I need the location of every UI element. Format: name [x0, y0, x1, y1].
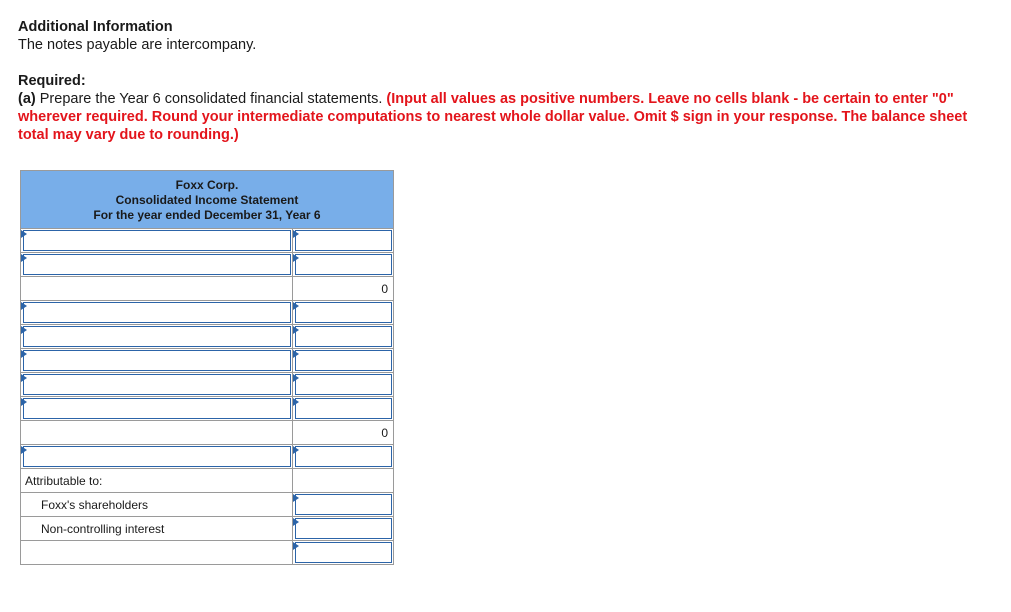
dropdown-flag-icon: [293, 542, 299, 550]
line-item-select[interactable]: [23, 446, 291, 467]
statement-period: For the year ended December 31, Year 6: [93, 208, 321, 222]
dropdown-flag-icon: [293, 494, 299, 502]
line-item-select[interactable]: [23, 230, 291, 251]
nci-label: Non-controlling interest: [41, 522, 165, 536]
table-row: [21, 277, 393, 301]
instruction-note: (Input all values as positive numbers. Leave no cells blank - be certain to enter "0" wherever required. Round your intermediate computations to nearest whole dollar value. Omit $ sign in your response. The balance sheet total may vary due to rounding.): [18, 91, 968, 143]
dropdown-flag-icon: [21, 230, 27, 238]
amount-input[interactable]: [295, 350, 392, 371]
dropdown-flag-icon: [293, 518, 299, 526]
table-row: [21, 373, 393, 397]
table-row: [21, 421, 393, 445]
table-row: [21, 397, 393, 421]
dropdown-flag-icon: [293, 446, 299, 454]
dropdown-flag-icon: [293, 254, 299, 262]
amount-input[interactable]: [295, 326, 392, 347]
table-row: [21, 445, 393, 469]
subtotal-value: 0: [381, 426, 388, 440]
line-item-select[interactable]: [23, 326, 291, 347]
amount-input[interactable]: [295, 230, 392, 251]
line-item-select[interactable]: [23, 302, 291, 323]
statement-title: Consolidated Income Statement: [115, 193, 299, 207]
required-heading: Required:: [18, 73, 86, 89]
subtotal-value: 0: [381, 282, 388, 296]
part-text: Prepare the Year 6 consolidated financial statements.: [39, 91, 383, 107]
line-item-select[interactable]: [23, 254, 291, 275]
dropdown-flag-icon: [21, 350, 27, 358]
requirement-text: [18, 90, 978, 144]
attributable-label: Attributable to:: [25, 474, 103, 488]
company-name: Foxx Corp.: [175, 178, 239, 192]
additional-info-heading: Additional Information: [18, 19, 173, 35]
amount-input[interactable]: [295, 302, 392, 323]
additional-info-note: The notes payable are intercompany.: [18, 37, 257, 53]
line-item-select[interactable]: [23, 398, 291, 419]
dropdown-flag-icon: [21, 446, 27, 454]
dropdown-flag-icon: [21, 398, 27, 406]
line-item-select[interactable]: [23, 374, 291, 395]
income-statement-table: [20, 170, 394, 565]
dropdown-flag-icon: [293, 326, 299, 334]
table-row: [21, 301, 393, 325]
amount-input[interactable]: [295, 446, 392, 467]
instructions-block: [18, 18, 978, 144]
dropdown-flag-icon: [293, 302, 299, 310]
table-row: [21, 493, 393, 517]
amount-input[interactable]: [295, 254, 392, 275]
table-row: [21, 517, 393, 541]
dropdown-flag-icon: [293, 230, 299, 238]
table-row: [21, 253, 393, 277]
line-item-select[interactable]: [23, 350, 291, 371]
table-row: [21, 229, 393, 253]
table-row: [21, 541, 393, 564]
table-row: [21, 325, 393, 349]
nci-input[interactable]: [295, 518, 392, 539]
dropdown-flag-icon: [21, 302, 27, 310]
total-input[interactable]: [295, 542, 392, 563]
amount-input[interactable]: [295, 398, 392, 419]
dropdown-flag-icon: [21, 374, 27, 382]
foxx-shareholders-label: Foxx's shareholders: [41, 498, 149, 512]
dropdown-flag-icon: [21, 254, 27, 262]
dropdown-flag-icon: [293, 398, 299, 406]
table-row: [21, 349, 393, 373]
dropdown-flag-icon: [21, 326, 27, 334]
dropdown-flag-icon: [293, 374, 299, 382]
dropdown-flag-icon: [293, 350, 299, 358]
statement-header: [21, 171, 393, 229]
amount-input[interactable]: [295, 374, 392, 395]
part-label: (a): [18, 91, 36, 107]
table-row: [21, 469, 393, 493]
foxx-shareholders-input[interactable]: [295, 494, 392, 515]
